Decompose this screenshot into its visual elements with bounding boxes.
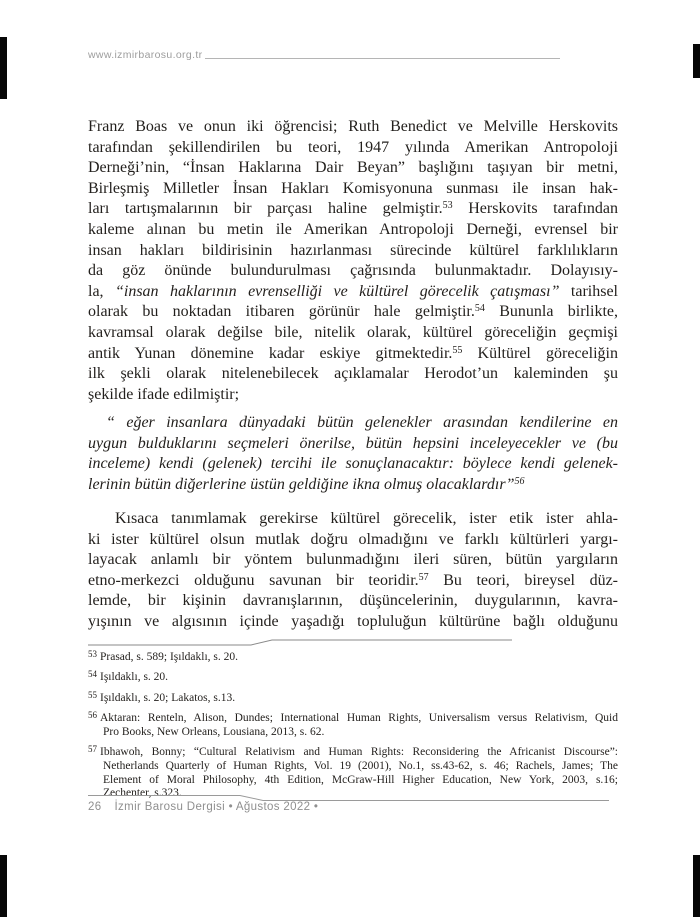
footnote-number: 55 [88,689,97,700]
text-line: şekilde ifade edilmiştir; [88,385,240,403]
text-line: lerinin bütün diğerlerine üstün geldiğine ikna olmuş olacaklardır”$^{56}$ [88,475,525,493]
text-line: uygun bulduklarını seçmeleri önerilse, bütün hepsini inceleyecekler ve (bu [88,434,618,452]
text-line: insan hakları bildirisinin hazırlanması sürecinde kültürel farklılıkların [88,241,618,259]
text-line: Birleşmiş Milletler İnsan Hakları Komisyonuna sunması ile insan hak- [88,179,618,197]
footnote-number: 54 [88,669,97,680]
text-line: lemde, bir kişinin davranışlarının, düşüncelerinin, duygularının, kavra- [88,592,618,610]
text-line: ki ister kültürel olsun mutlak doğru olmadığını ve farklı kültürleri yargı- [88,530,618,548]
text-line: inceleme) kendi (gelenek) tercihi ile sonuçlanacaktır: böylece kendi gelenek- [88,455,618,473]
text-line: olarak bu noktadan itibaren görünür hale gelmiştir.$^{54}$ Bununla birlikte, [88,303,618,321]
footnote-line: $^{55}$ Işıldaklı, s. 20; Lakatos, s.13. [88,689,236,704]
text-line: Kısaca tanımlamak gerekirse kültürel görecelik, ister etik ister ahla- [115,510,618,527]
footnote-53 [88,651,618,665]
text-line: Derneği’nin, “İnsan Haklarına Dair Beyan” başlığını taşıyan bir metni, [88,159,618,177]
header-rule [205,58,560,59]
footnotes [88,651,618,808]
footnote-line: Element of Moral Philosophy, 4th Edition, McGraw-Hill Higher Education, New York, 2003, s.16; [103,773,618,786]
text-line: kavramsal olarak değilse bile, nitelik olarak, kültürel göreceliğin geçmişi [88,323,618,341]
text-line: yışının ve algısının içinde yaşadığı topluluğun kültürüne bağlı olduğunu [88,612,618,630]
page-footer [88,801,318,814]
text-line: Franz Boas ve onun iki öğrencisi; Ruth Benedict ve Melville Herskovits [88,118,618,135]
footnote-54 [88,671,618,685]
footnote-separator-rule [88,639,512,647]
footnote-number: 57 [88,743,97,754]
journal-title-footer: İzmir Barosu Dergisi • Ağustos 2022 • [114,801,319,813]
journal-url: www.izmirbarosu.org.tr [88,49,203,61]
page-header [88,49,560,61]
footnote-line: Zechenter, s.323. [103,787,182,800]
footnote-57 [88,743,618,801]
scan-artifact-bottom-right [693,855,700,917]
footnote-56 [88,709,618,740]
text-line: da göz önünde bulundurulması çağrısında bulunmaktadır. Dolayısıy- [88,262,618,280]
scan-artifact-top-left [0,37,7,99]
footnote-line: Netherlands Quarterly of Human Rights, Vol. 19 (2001), No.1, ss.43-62, s. 46; Rachels, James; The [103,759,618,772]
paragraph-p1 [88,117,618,405]
text-line: ilk şekli olarak nitelenebilecek açıklamalar Herodot’un kaleminden şu [88,365,618,383]
text-line: kaleme alınan bu metin ile Amerikan Antropoloji Derneği, evrensel bir [88,220,618,238]
paragraph-quote [88,413,618,495]
scan-artifact-top-right [693,44,700,78]
text-line: etno-merkezci olduğunu savunan bir teoridir.$^{57}$ Bu teori, bireysel düz- [88,571,618,589]
paragraph-p2 [88,509,618,633]
footnote-line: $^{53}$ Prasad, s. 589; Işıldaklı, s. 20. [88,649,238,663]
scan-artifact-bottom-left [0,855,7,917]
footnote-55 [88,689,618,706]
footnote-line: $^{56}$ Aktaran: Renteln, Alison, Dundes; International Human Rights, Universalism versus Relativism, Quid [88,709,618,724]
text-line: la, “insan haklarının evrenselliği ve kültürel görecelik çatışması” tarihsel [88,282,619,300]
text-line: layacak anlamlı bir yöntem bulunmadığını ileri süren, bütün yargıların [88,551,618,569]
text-line: ları tartışmalarının bir parçası haline gelmiştir.$^{53}$ Herskovits tarafından [88,200,618,218]
text-line: antik Yunan dönemine kadar eskiye gitmektedir.$^{55}$ Kültürel göreceliğin [88,344,618,362]
text-line: “ eğer insanlara dünyadaki bütün gelenekler arasından kendilerine en [106,414,618,431]
page-number: 26 [88,801,102,813]
footnote-line: $^{54}$ Işıldaklı, s. 20. [88,669,169,684]
footnote-number: 56 [88,709,97,720]
footnote-number: 53 [88,649,97,659]
footnote-line: Pro Books, New Orleans, Lousiana, 2013, s. 62. [103,725,325,738]
footnote-line: $^{57}$ Ibhawoh, Bonny; “Cultural Relativism and Human Rights: Reconsidering the Africanist Discourse”: [88,743,618,758]
text-line: tarafından şekillendirilen bu teori, 1947 yılında Amerikan Antropoloji [88,138,618,156]
